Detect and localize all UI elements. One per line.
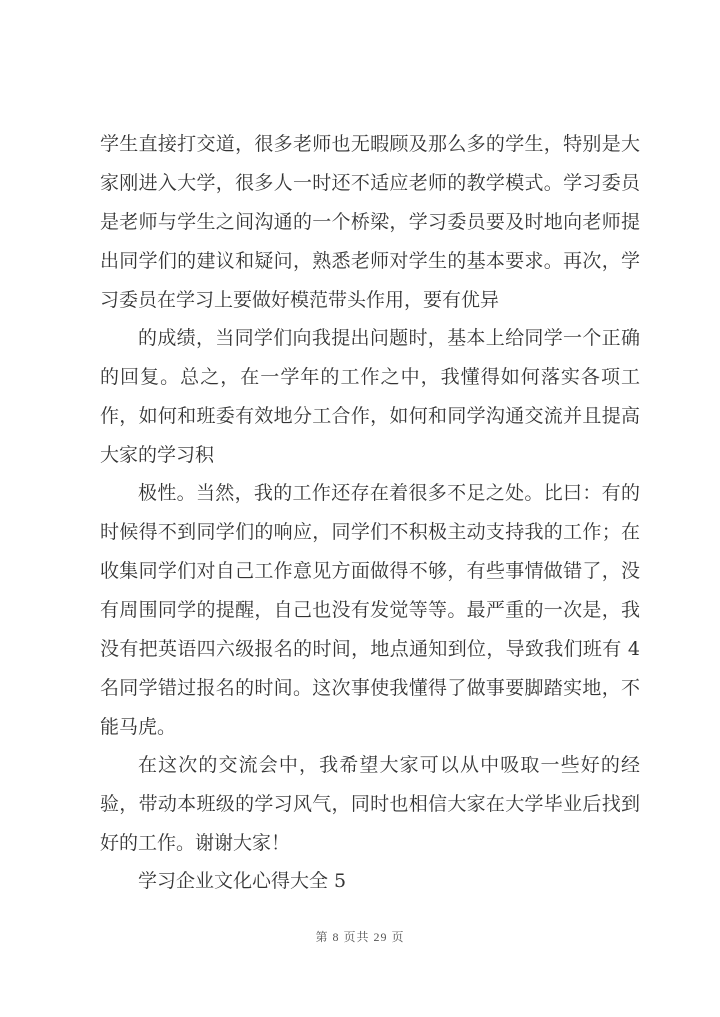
text-line-9: 大家的学习积 (100, 444, 215, 466)
text-line-4: 出同学们的建议和疑问，熟悉老师对学生的基本要求。再次，学 (100, 250, 640, 272)
text-line-3: 是老师与学生之间沟通的一个桥梁，学习委员要及时地向老师提 (100, 211, 640, 233)
text-line-16: 能马虎。 (100, 716, 177, 738)
text-line-13: 有周围同学的提醒，自己也没有发觉等等。最严重的一次是，我 (100, 599, 640, 621)
text-line-15: 名同学错过报名的时间。这次事使我懂得了做事要脚踏实地，不 (100, 677, 640, 699)
text-line-14: 没有把英语四六级报名的时间，地点通知到位，导致我们班有 4 (100, 638, 640, 660)
text-line-18: 验，带动本班级的学习风气，同时也相信大家在大学毕业后找到 (100, 793, 640, 815)
text-line-11: 时候得不到同学们的响应，同学们不积极主动支持我的工作；在 (100, 521, 640, 543)
section-heading: 学习企业文化心得大全 5 (138, 870, 347, 892)
page-number-footer: 第 8 页共 29 页 (315, 930, 405, 944)
text-line-2: 家刚进入大学，很多人一时还不适应老师的教学模式。学习委员 (100, 172, 640, 194)
text-line-17: 在这次的交流会中，我希望大家可以从中吸取一些好的经 (138, 754, 640, 776)
text-line-1: 学生直接打交道，很多老师也无暇顾及那么多的学生，特别是大 (100, 133, 640, 155)
text-line-5: 习委员在学习上要做好模范带头作用，要有优异 (100, 289, 500, 311)
text-line-8: 作，如何和班委有效地分工合作，如何和同学沟通交流并且提高 (100, 405, 640, 427)
text-line-7: 的回复。总之，在一学年的工作之中，我懂得如何落实各项工 (100, 366, 640, 388)
text-line-6: 的成绩，当同学们向我提出问题时，基本上给同学一个正确 (138, 327, 640, 349)
text-line-10: 极性。当然，我的工作还存在着很多不足之处。比曰：有的 (138, 482, 640, 504)
text-line-12: 收集同学们对自己工作意见方面做得不够，有些事情做错了，没 (100, 560, 640, 582)
text-line-19: 好的工作。谢谢大家！ (100, 832, 291, 854)
